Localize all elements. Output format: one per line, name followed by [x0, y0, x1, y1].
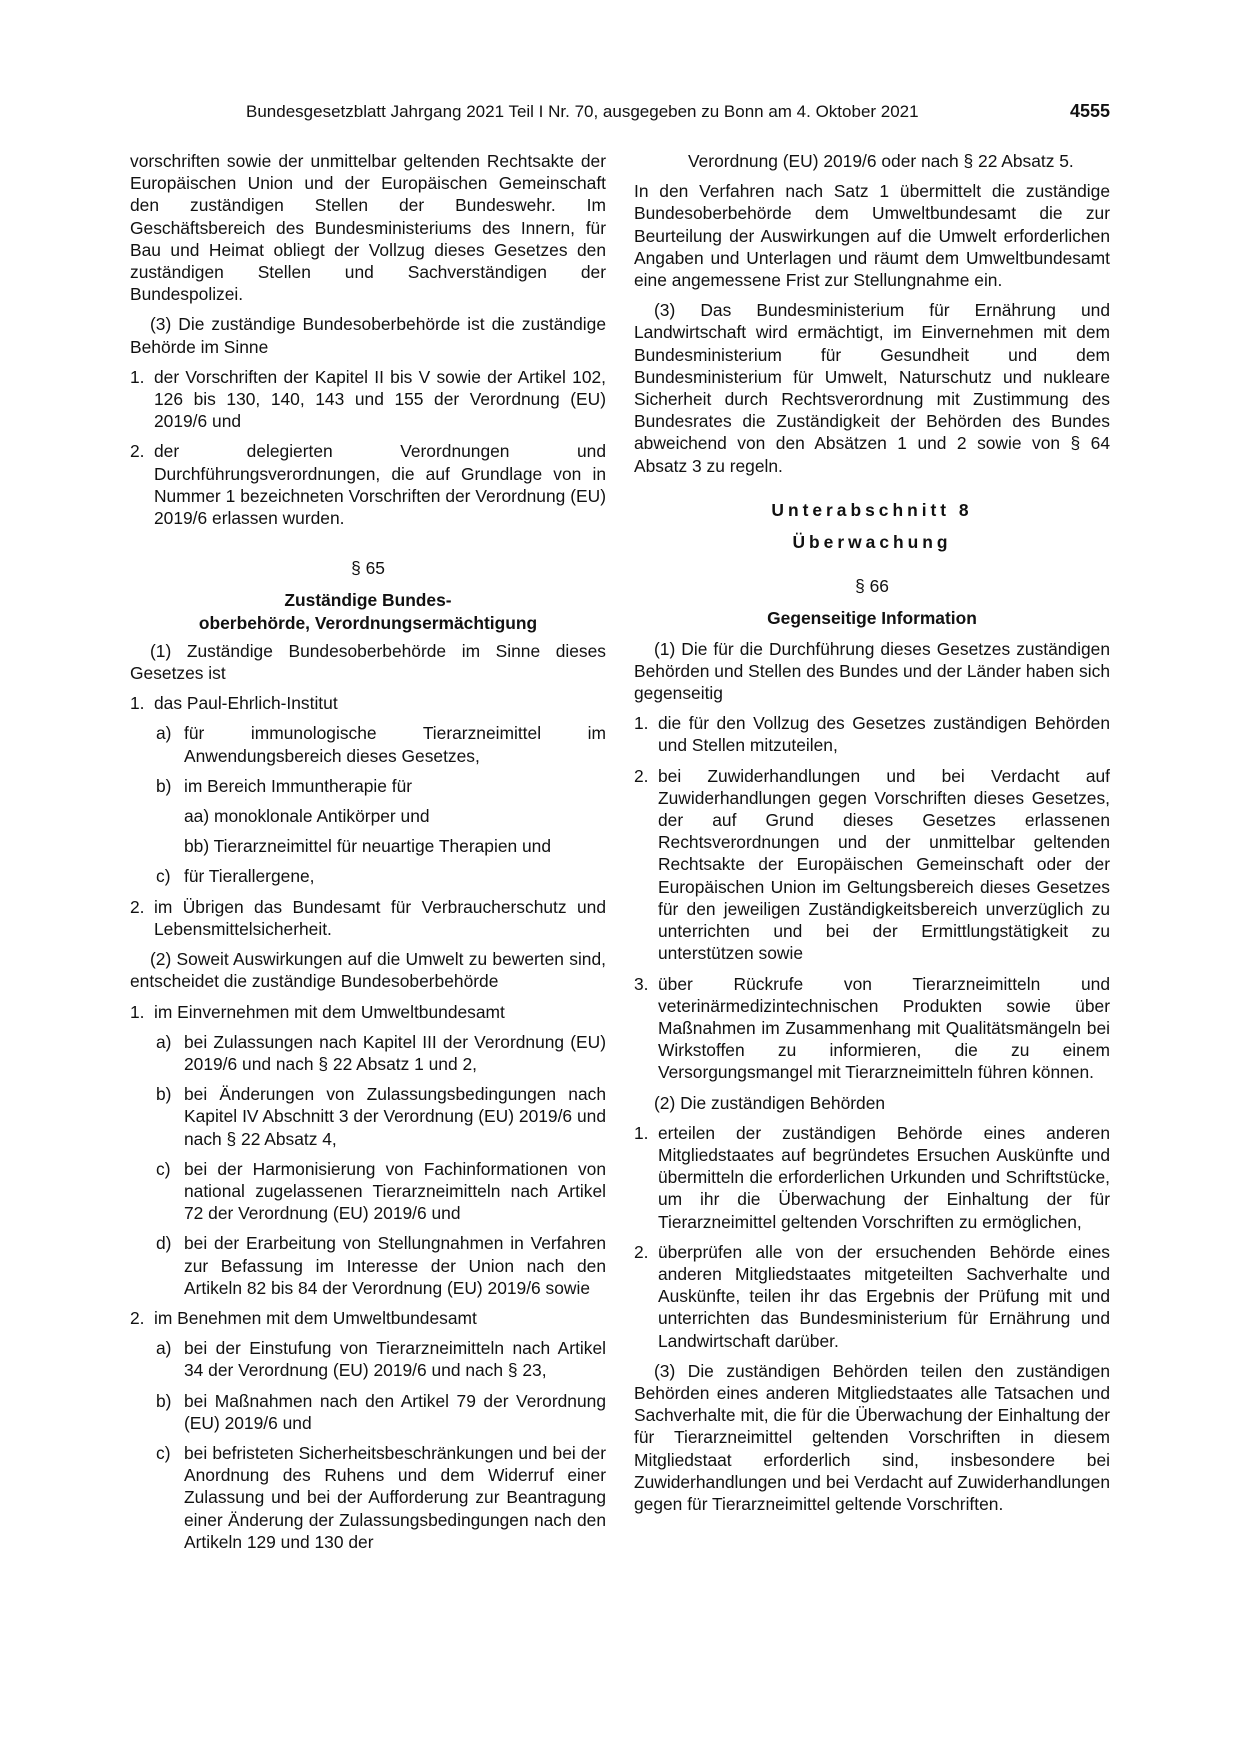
page-number: 4555: [1069, 101, 1110, 121]
item-text: der delegierten Verordnungen und Durchführungsverordnungen, die auf Grundlage von in Nummer 1 bezeichneten Vorschriften der Verordnung (EU) 2019/6 erlassen wurden.: [154, 441, 606, 529]
paragraph-s65-abs1: (1) Zuständige Bundesoberbehörde im Sinne dieses Gesetzes ist: [130, 640, 606, 684]
section-number-66: § 66: [855, 576, 889, 597]
paragraph-abs3: (3) Die zuständige Bundesoberbehörde ist die zuständige Behörde im Sinne: [130, 314, 606, 357]
section-number-65: § 65: [351, 558, 385, 579]
item-number: 1.: [130, 366, 145, 387]
item-number: 2.: [634, 765, 649, 786]
subsection-title: Überwachung: [792, 532, 952, 553]
right-column: [634, 150, 1110, 1515]
list-item: [634, 1122, 1110, 1233]
paragraph-s66-abs2: (2) Die zuständigen Behörden: [654, 1092, 886, 1113]
sub-item-letter: c): [156, 1158, 171, 1179]
sub-item: [130, 1442, 606, 1553]
section-title-66: Gegenseitige Information: [767, 608, 977, 629]
item-text: im Benehmen mit dem Umweltbundesamt: [154, 1307, 477, 1328]
item-text: bei Zuwiderhandlungen und bei Verdacht auf Zuwiderhandlungen gegen Vorschriften dieses Gesetzes, der auf Grund dieses Gesetzes erlassenen Rechtsverordnungen und der unmittelbar geltenden Rechtsakte der Europäischen Gemeinschaft oder der Europäischen Union im Geltungsbereich dieses Gesetzes für den jeweiligen Zuständigkeitsbereich unverzüglich zu unterrichten und bei der Ermittlungstätigkeit zu unterstützen sowie: [658, 765, 1110, 964]
item-number: 3.: [634, 973, 649, 994]
list-item: [634, 1241, 1110, 1352]
item-number: 1.: [634, 1122, 649, 1143]
list-item: [130, 440, 606, 529]
continued-sub-item-text: Verordnung (EU) 2019/6 oder nach § 22 Absatz 5.: [688, 151, 1074, 171]
section-title-65-line2: oberbehörde, Verordnungsermächtigung: [198, 612, 538, 633]
subsection-label: Unterabschnitt 8: [771, 499, 973, 520]
item-text: über Rückrufe von Tierarzneimitteln und veterinärmedizintechnischen Produkten sowie über Maßnahmen im Zusammenhang mit Qualitätsmängeln bei Wirkstoffen zu informieren, die zu einem Versorgungsmangel mit Tierarzneimitteln führen können.: [658, 973, 1110, 1083]
item-number: 1.: [634, 713, 649, 734]
sub-item-text: bei der Erarbeitung von Stellungnahmen in Verfahren zur Befassung im Interesse der Union nach den Artikeln 82 bis 84 der Verordnung (EU) 2019/6 sowie: [184, 1233, 606, 1298]
sub-item: [130, 775, 606, 797]
sub-item: [130, 722, 606, 766]
paragraph-s65-procedures: In den Verfahren nach Satz 1 übermittelt die zuständige Bundesoberbehörde dem Umweltbundesamt die zur Beurteilung der Auswirkungen auf die Umwelt erforderlichen Angaben und Unterlagen und räumt dem Umweltbundesamt eine angemessene Frist zur Stellungnahme ein.: [634, 181, 1110, 291]
list-item: [130, 896, 606, 940]
left-column: [130, 150, 606, 1553]
item-text: überprüfen alle von der ersuchenden Behörde eines anderen Mitgliedstaates mitgeteilten Sachverhalte und Auskünfte, teilen ihr das Ergebnis der Prüfung mit und unterrichten das Bundesministerium für Ernährung und Landwirtschaft darüber.: [658, 1241, 1110, 1351]
sub-item: [130, 1158, 606, 1225]
list-item: [130, 692, 606, 714]
list-item: [130, 1307, 606, 1329]
item-text: im Übrigen das Bundesamt für Verbraucherschutz und Lebensmittelsicherheit.: [154, 896, 606, 939]
sub-item-letter: a): [156, 723, 172, 744]
paragraph-s66-abs1: (1) Die für die Durchführung dieses Gesetzes zuständigen Behörden und Stellen des Bundes und der Länder haben sich gegenseitig: [634, 638, 1110, 704]
sub-sub-item: [130, 805, 606, 827]
sub-item-letter: c): [156, 866, 171, 887]
sub-item: [130, 1390, 606, 1434]
sub-item-text: bei Zulassungen nach Kapitel III der Verordnung (EU) 2019/6 und nach § 22 Absatz 1 und 2,: [184, 1031, 606, 1074]
section-title-65-line1: Zuständige Bundes-: [284, 590, 452, 611]
item-text: der Vorschriften der Kapitel II bis V sowie der Artikel 102, 126 bis 130, 140, 143 und 155 der Verordnung (EU) 2019/6 und: [154, 366, 606, 432]
sub-sub-item-text: aa) monoklonale Antikörper und: [184, 806, 430, 827]
item-number: 2.: [130, 441, 145, 462]
paragraph-s66-abs3: (3) Die zuständigen Behörden teilen den zuständigen Behörden eines anderen Mitgliedstaates alle Tatsachen und Sachverhalte mit, die für die Überwachung der Einhaltung der für Tierarzneimittel geltenden Vorschriften in diesem Mitgliedstaat erforderlich sind, insbesondere bei Zuwiderhandlungen und bei Verdacht auf Zuwiderhandlungen gegen für Tierarzneimittel geltende Vorschriften.: [634, 1360, 1110, 1514]
running-title: Bundesgesetzblatt Jahrgang 2021 Teil I Nr. 70, ausgegeben zu Bonn am 4. Oktober 2021: [246, 102, 919, 121]
sub-item-text: bei der Harmonisierung von Fachinformationen von national zugelassenen Tierarzneimitteln nach Artikel 72 der Verordnung (EU) 2019/6 und: [184, 1158, 606, 1224]
item-number: 1.: [130, 1001, 145, 1022]
sub-sub-item: [130, 835, 606, 857]
sub-item-text: bei Maßnahmen nach den Artikel 79 der Verordnung (EU) 2019/6 und: [184, 1390, 606, 1433]
sub-item-text: bei Änderungen von Zulassungsbedingungen nach Kapitel IV Abschnitt 3 der Verordnung (EU) 2019/6 und nach § 22 Absatz 4,: [184, 1084, 606, 1149]
sub-item-letter: b): [156, 1390, 172, 1411]
sub-item-letter: a): [156, 1031, 172, 1052]
list-item: [634, 973, 1110, 1084]
sub-item-text: bei befristeten Sicherheitsbeschränkungen und bei der Anordnung des Ruhens und dem Widerruf einer Zulassung und bei der Aufforderung zur Beantragung einer Änderung der Zulassungsbedingungen nach den Artikeln 129 und 130 der: [184, 1442, 606, 1552]
sub-item-text: für immunologische Tierarzneimittel im Anwendungsbereich dieses Gesetzes,: [184, 723, 606, 766]
continued-paragraph: vorschriften sowie der unmittelbar geltenden Rechtsakte der Europäischen Union und der Europäischen Gemeinschaft den zuständigen Stellen der Bundeswehr. Im Geschäftsbereich des Bundesministeriums des Innern, für Bau und Heimat obliegt der Vollzug dieses Gesetzes den zuständigen Stellen und Sachverständigen der Bundespolizei.: [130, 151, 606, 305]
sub-item-letter: c): [156, 1442, 171, 1463]
sub-item: [130, 1031, 606, 1075]
sub-item: [130, 865, 606, 887]
sub-item: [130, 1337, 606, 1381]
item-text: das Paul-Ehrlich-Institut: [154, 693, 338, 714]
sub-item: [130, 1232, 606, 1299]
page-header: [130, 100, 1110, 128]
paragraph-s65-abs2: (2) Soweit Auswirkungen auf die Umwelt zu bewerten sind, entscheidet die zuständige Bundesoberbehörde: [130, 949, 606, 992]
item-number: 1.: [130, 693, 145, 714]
sub-item-letter: b): [156, 1084, 172, 1105]
list-item: [634, 712, 1110, 756]
list-item: [130, 1001, 606, 1023]
list-item: [130, 366, 606, 433]
item-text: erteilen der zuständigen Behörde eines anderen Mitgliedstaates auf begründetes Ersuchen Auskünfte und übermitteln die erforderlichen Urkunden und Schriftstücke, um ihr die Überwachung der Einhaltung der für Tierarzneimittel geltenden Vorschriften zu ermöglichen,: [658, 1122, 1110, 1232]
sub-item-letter: d): [156, 1233, 172, 1254]
sub-item-text: bei der Einstufung von Tierarzneimitteln nach Artikel 34 der Verordnung (EU) 2019/6 und nach § 23,: [184, 1338, 606, 1381]
paragraph-s65-abs3: (3) Das Bundesministerium für Ernährung und Landwirtschaft wird ermächtigt, im Einvernehmen mit dem Bundesministerium für Gesundheit und dem Bundesministerium für Umwelt, Naturschutz und nukleare Sicherheit durch Rechtsverordnung mit Zustimmung des Bundesrates die Zuständigkeit der Behörden des Bundes abweichend von den Absätzen 1 und 2 sowie von § 64 Absatz 3 zu regeln.: [634, 300, 1110, 476]
sub-sub-item-text: bb) Tierarzneimittel für neuartige Therapien und: [184, 836, 552, 857]
sub-item-text: für Tierallergene,: [184, 866, 315, 887]
item-text: im Einvernehmen mit dem Umweltbundesamt: [154, 1001, 505, 1022]
list-item: [634, 765, 1110, 965]
sub-item-letter: a): [156, 1338, 172, 1359]
item-number: 2.: [634, 1241, 649, 1262]
item-number: 2.: [130, 896, 145, 917]
sub-item-letter: b): [156, 775, 172, 796]
item-text: die für den Vollzug des Gesetzes zuständigen Behörden und Stellen mitzuteilen,: [658, 713, 1110, 756]
sub-item: [130, 1083, 606, 1150]
item-number: 2.: [130, 1307, 145, 1328]
sub-item-text: im Bereich Immuntherapie für: [184, 775, 413, 796]
